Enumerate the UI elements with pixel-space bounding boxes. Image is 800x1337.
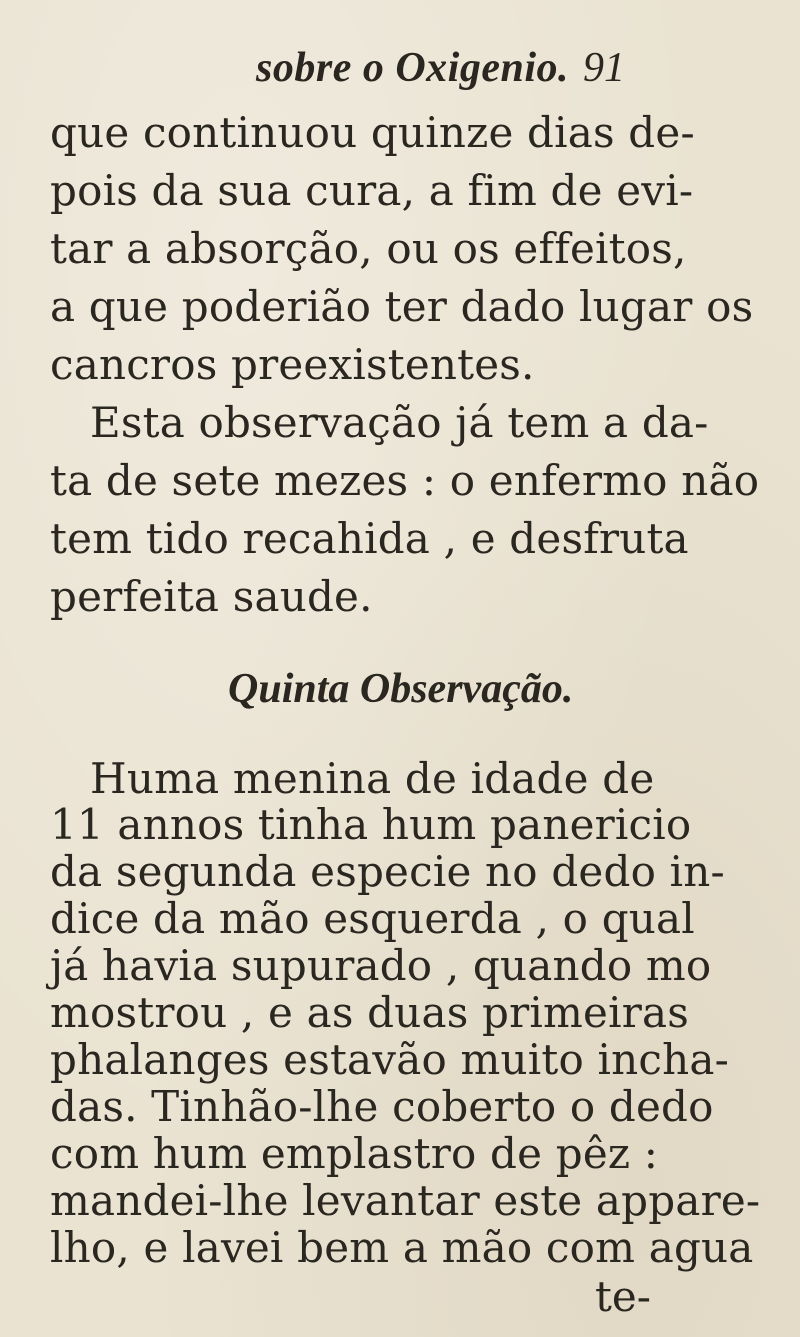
text-line: a que poderião ter dado lugar os [50,282,754,331]
text-line: mandei-lhe levantar este appare- [50,1176,761,1225]
text-line: Huma menina de idade de [90,754,655,803]
text-line: cancros preexistentes. [50,340,535,389]
section-heading: Quinta Observação. [228,666,574,712]
running-head [0,44,800,104]
text-line: lho, e lavei bem a mão com agua [50,1223,754,1272]
text-line: 11 annos tinha hum panericio [50,800,692,849]
catchword: te- [595,1272,651,1321]
page-number: 91 [583,45,625,91]
text-line: Esta observação já tem a da- [90,398,709,447]
text-line: das. Tinhão-lhe coberto o dedo [50,1082,714,1131]
text-line: tar a absorção, ou os effeitos, [50,224,687,273]
text-line: dice da mão esquerda , o qual [50,894,695,943]
text-line: pois da sua cura, a fim de evi- [50,166,694,215]
text-line: com hum emplastro de pêz : [50,1129,659,1178]
text-line: mostrou , e as duas primeiras [50,988,690,1037]
text-line: phalanges estavão muito incha- [50,1035,729,1084]
text-line: tem tido recahida , e desfruta [50,514,689,563]
text-line: já havia supurado , quando mo [50,941,712,990]
text-line: ta de sete mezes : o enfermo não [50,456,760,505]
text-line: da segunda especie no dedo in- [50,847,725,896]
running-title: sobre o Oxigenio. [256,45,569,91]
text-line: perfeita saude. [50,572,373,621]
text-line: que continuou quinze dias de- [50,108,695,157]
